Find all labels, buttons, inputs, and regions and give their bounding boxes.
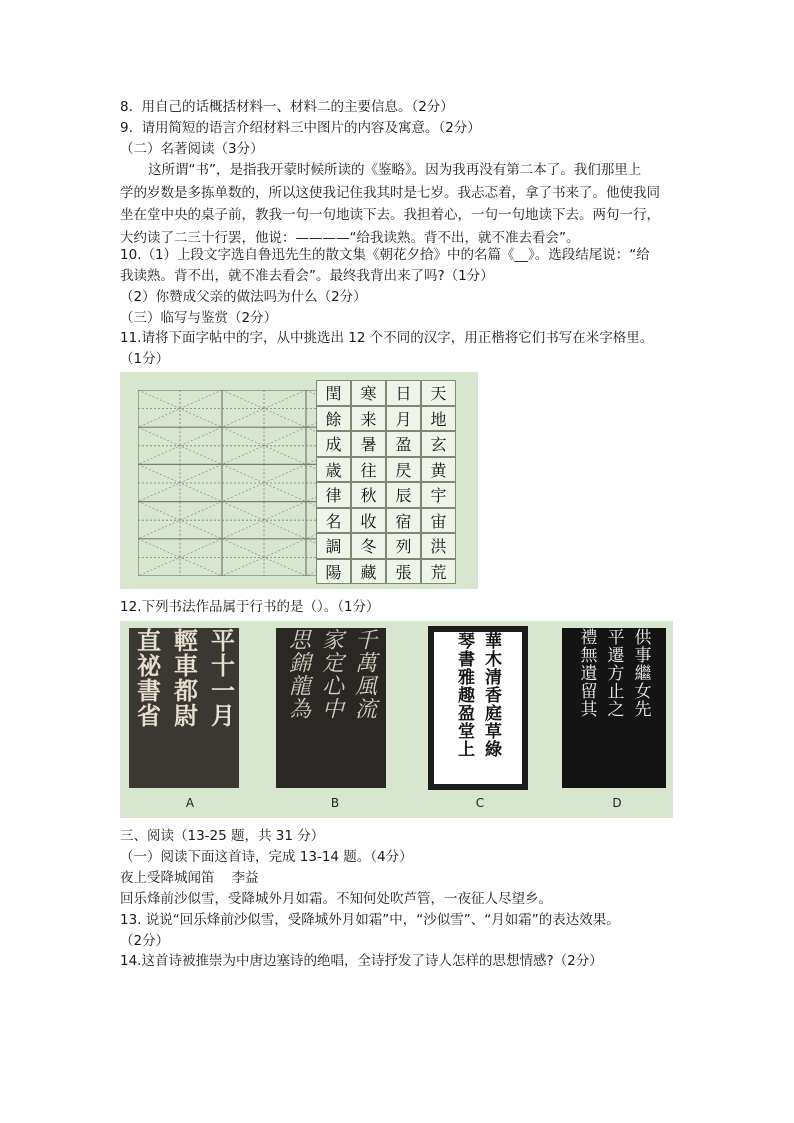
copybook-char: 秋 [351, 482, 386, 508]
copybook-char: 日 [386, 380, 421, 406]
label-b: B [330, 796, 340, 810]
label-a: A [185, 796, 195, 810]
copybook-char: 餘 [316, 406, 351, 432]
calligraphy-column: 禮無遺留其 [576, 628, 597, 718]
question-10-1-cont: 我读熟。背不出，就不准去看会”。最终我背出来了吗?（1分） [120, 268, 494, 284]
calligraphy-column: 家定心中 [318, 628, 344, 720]
copybook-row [316, 533, 458, 559]
copybook-char: 来 [351, 406, 386, 432]
passage-line: 坐在堂中央的桌子前，教我一句一句地读下去。我担着心，一句一句地读下去。两句一行， [120, 207, 660, 223]
copybook-char: 往 [351, 457, 386, 483]
copybook-char: 月 [386, 406, 421, 432]
question-13: 13. 说说“回乐烽前沙似雪，受降城外月如霜”中，“沙似雪”、“月如霜”的表达效果。 [120, 912, 620, 928]
calligraphy-column: 輕車都尉 [169, 628, 199, 728]
copybook-row [316, 482, 458, 508]
copybook-char: 陽 [316, 559, 351, 585]
passage-line: 学的岁数是多拣单数的，所以这使我记住我其时是七岁。我忐忑着，拿了书来了。他使我同 [120, 184, 660, 201]
question-11: 11.请将下面字帖中的字，从中挑选出 12 个不同的汉字，用正楷将它们书写在米字格里。 [120, 330, 654, 346]
poem-title: 夜上受降城闻笛 李益 [120, 870, 259, 886]
copybook-row [316, 508, 458, 534]
copybook-char: 荒 [421, 559, 456, 585]
copybook-char: 盈 [386, 431, 421, 457]
label-d: D [612, 796, 622, 810]
copybook-char: 調 [316, 533, 351, 559]
copybook-char: 冬 [351, 533, 386, 559]
copybook-char: 昃 [386, 457, 421, 483]
question-11-score: （1分） [120, 351, 170, 367]
passage-line: 大约读了二三十行罢，他说：————“给我读熟。背不出，就不准去看会”。 [120, 229, 580, 246]
copybook-char: 寒 [351, 380, 386, 406]
copybook-char: 名 [316, 508, 351, 534]
question-9: 9. 请用简短的语言介绍材料三中图片的内容及寓意。（2分） [120, 120, 481, 136]
question-8: 8. 用自己的话概括材料一、材料二的主要信息。（2分） [120, 99, 454, 115]
question-10-1: 10.（1）上段文字选自鲁迅先生的散文集《朝花夕拾》中的名篇《__》。选段结尾说：“给 [120, 247, 650, 263]
section-classics-reading: （二）名著阅读（3分） [120, 141, 264, 157]
calligraphy-sample-a [129, 628, 239, 788]
copybook-row [316, 380, 458, 406]
calligraphy-column: 思錦龍為 [285, 628, 311, 720]
copybook-figure [120, 372, 478, 589]
calligraphy-sample-b [276, 628, 386, 788]
copybook-char: 天 [421, 380, 456, 406]
calligraphy-column: 直祕書省 [132, 628, 162, 728]
calligraphy-column: 平十一月 [206, 628, 236, 728]
copybook-char: 宿 [386, 508, 421, 534]
calligraphy-column: 琴書雅趣盈堂上 [454, 632, 474, 758]
calligraphy-column: 平遷方止之 [603, 628, 624, 718]
section-3-reading: 三、阅读（13-25 题，共 31 分） [120, 828, 325, 844]
copybook-char: 列 [386, 533, 421, 559]
copybook-char: 收 [351, 508, 386, 534]
copybook-char: 黄 [421, 457, 456, 483]
question-13-score: （2分） [120, 933, 170, 949]
copybook-row [316, 431, 458, 457]
copybook-char: 宙 [421, 508, 456, 534]
copybook-char: 地 [421, 406, 456, 432]
copybook-char: 暑 [351, 431, 386, 457]
question-14: 14.这首诗被推崇为中唐边塞诗的绝唱，全诗抒发了诗人怎样的思想情感?（2分） [120, 953, 603, 969]
copybook-char: 成 [316, 431, 351, 457]
calligraphy-sample-c [428, 626, 528, 790]
copybook-char-board [316, 380, 458, 584]
passage-line: 这所谓“书”，是指我开蒙时候所读的《鉴略》。因为我再没有第二本了。我们那里上 [148, 162, 642, 178]
calligraphy-column: 供事繼女先 [630, 628, 651, 718]
copybook-char: 張 [386, 559, 421, 585]
copybook-row [316, 406, 458, 432]
copybook-row [316, 457, 458, 483]
copybook-char: 律 [316, 482, 351, 508]
label-c: C [475, 796, 485, 810]
reading-passage [120, 159, 680, 249]
copybook-char: 洪 [421, 533, 456, 559]
question-12: 12.下列书法作品属于行书的是（）。（1分） [120, 599, 380, 615]
calligraphy-figure [120, 621, 673, 818]
copybook-char: 玄 [421, 431, 456, 457]
copybook-char: 藏 [351, 559, 386, 585]
poem-text: 回乐烽前沙似雪，受降城外月如霜。不知何处吹芦管，一夜征人尽望乡。 [120, 891, 552, 907]
copybook-char: 閏 [316, 380, 351, 406]
calligraphy-column: 華木清香庭草綠 [481, 632, 501, 758]
calligraphy-column: 千萬風流 [351, 628, 377, 720]
copybook-char: 歳 [316, 457, 351, 483]
section-copy-appreciate: （三）临写与鉴赏（2分） [120, 310, 278, 326]
calligraphy-sample-d [562, 628, 666, 788]
copybook-char: 宇 [421, 482, 456, 508]
copybook-char: 辰 [386, 482, 421, 508]
section-3-1: （一）阅读下面这首诗，完成 13-14 题。（4分） [120, 849, 413, 865]
copybook-row [316, 559, 458, 585]
question-10-2: （2）你赞成父亲的做法吗为什么（2分） [120, 289, 367, 305]
